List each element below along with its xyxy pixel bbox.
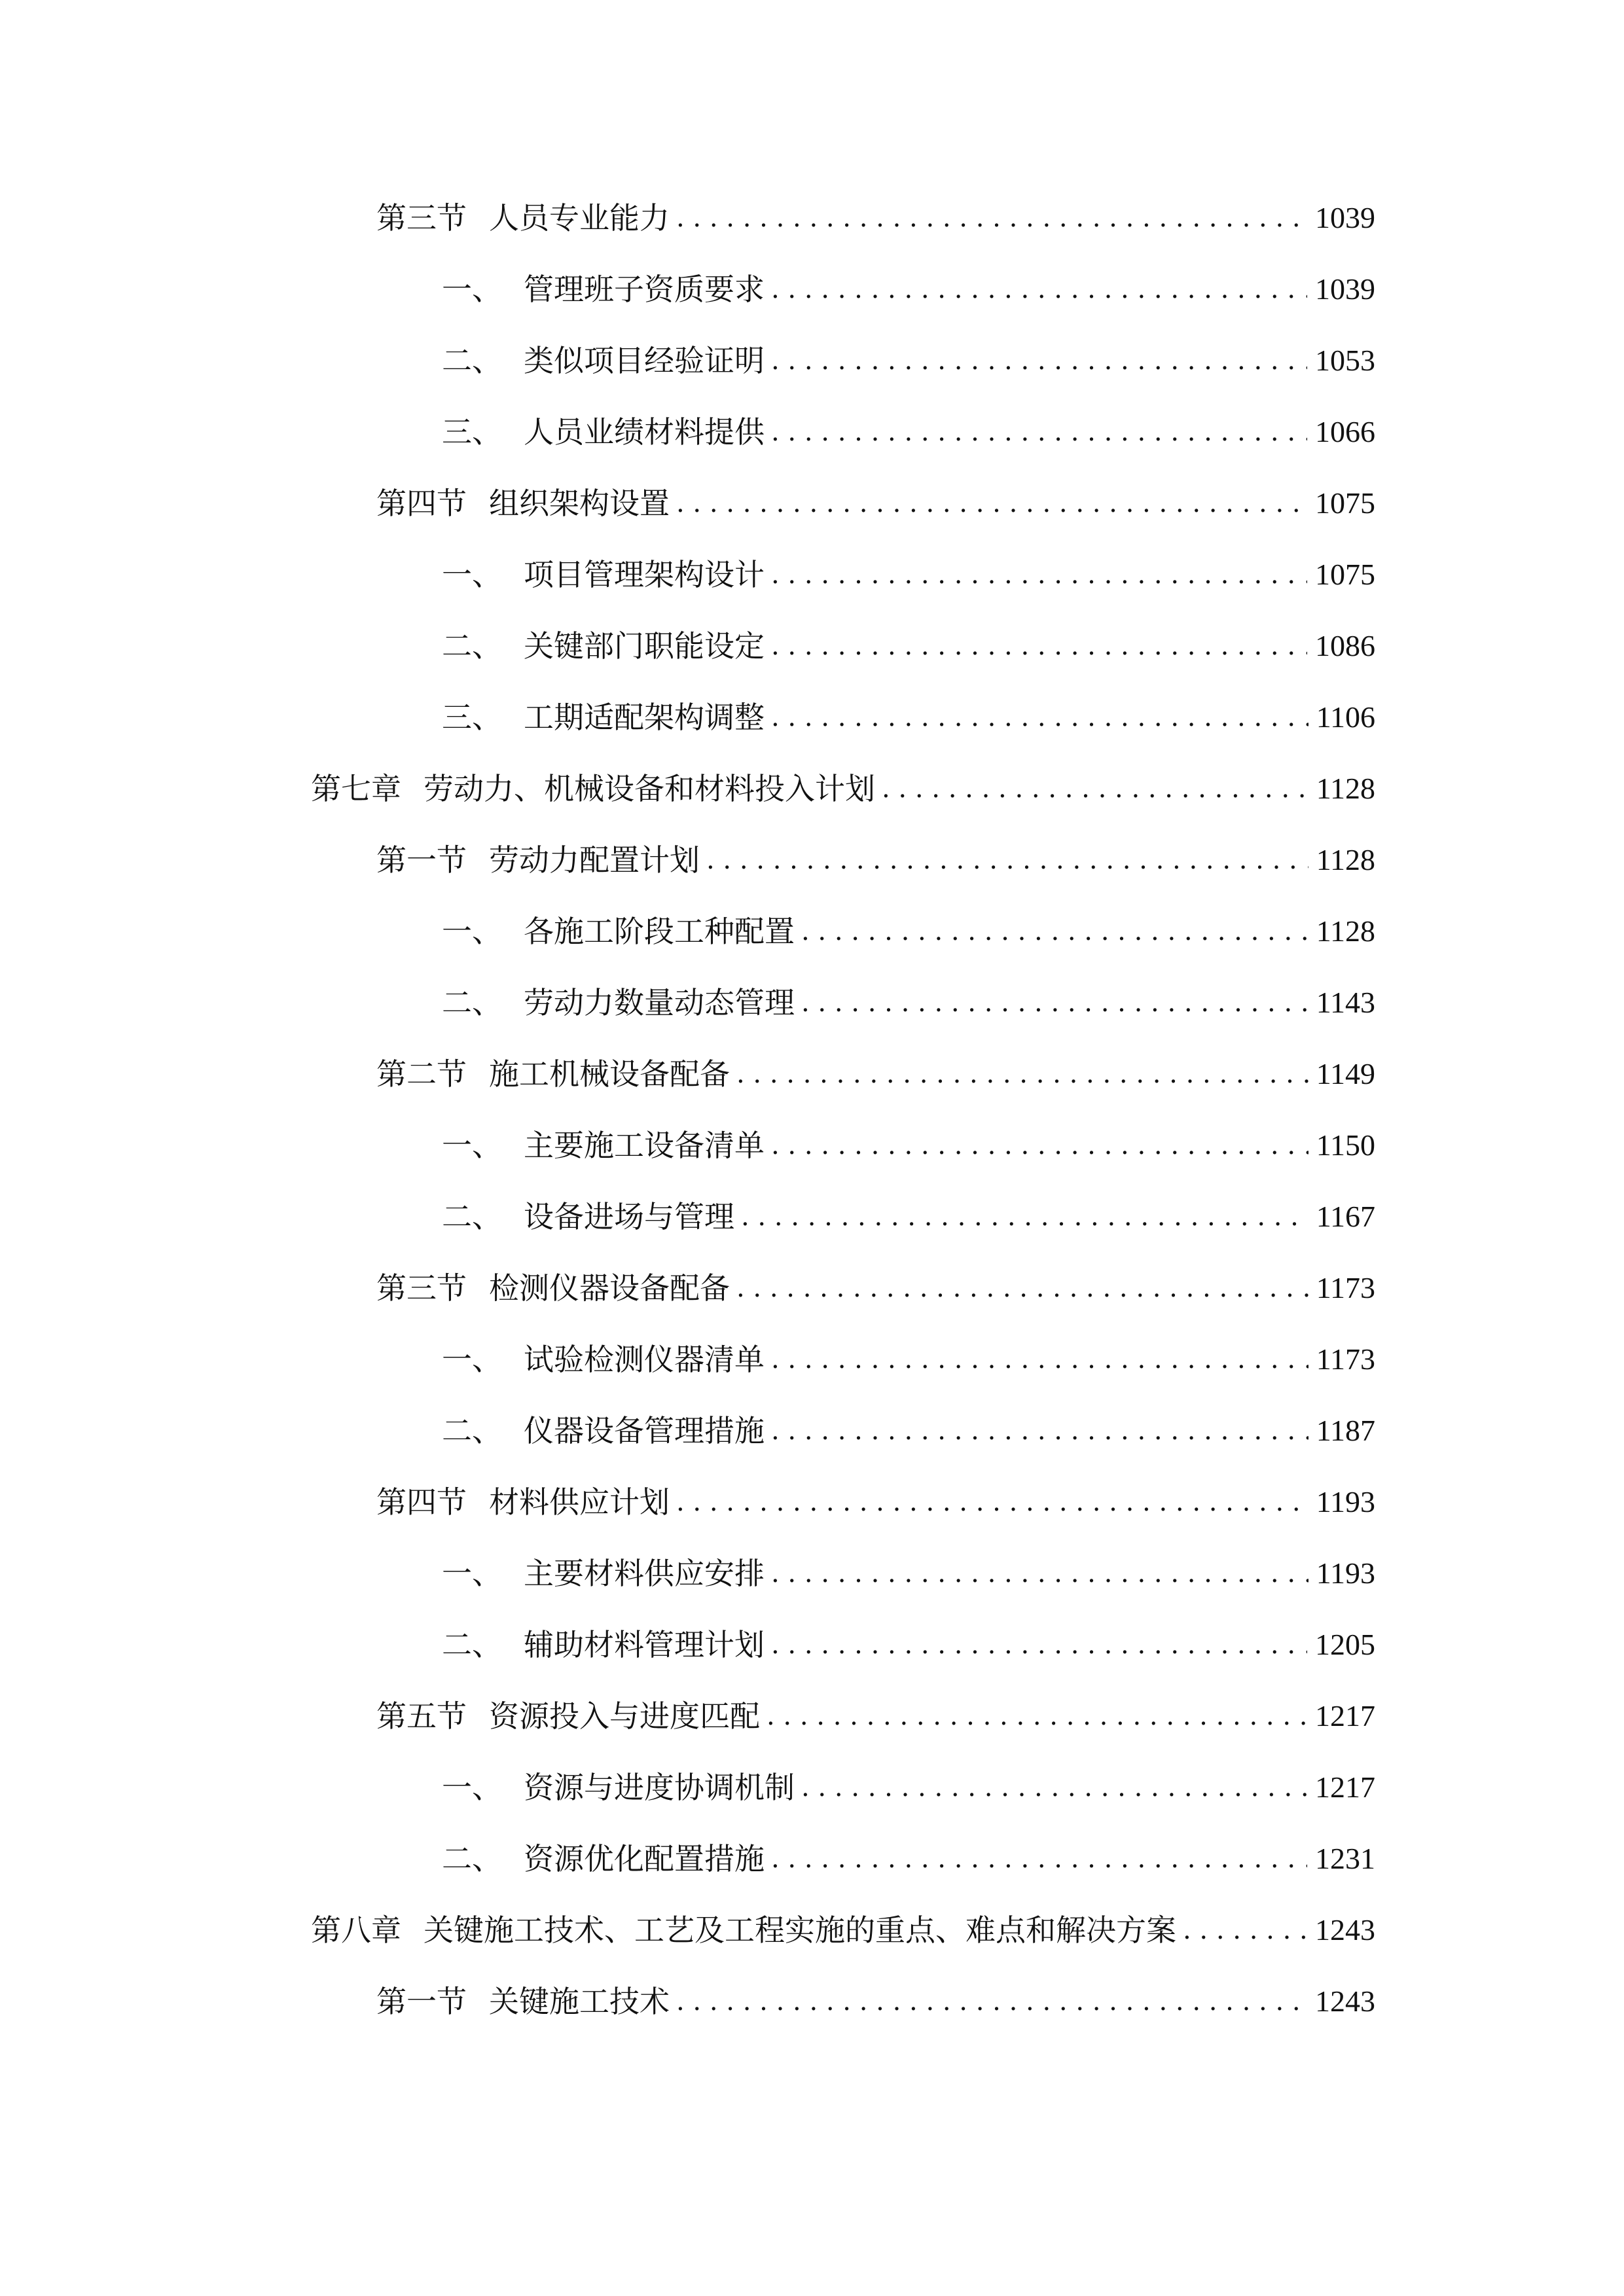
page-number: 1075 (1315, 558, 1375, 591)
entry-title: 材料供应计划 (489, 1484, 670, 1520)
toc-entry-chapter[interactable] (311, 1907, 1375, 1953)
entry-label (442, 1622, 765, 1668)
entry-title: 辅助材料管理计划 (524, 1627, 765, 1662)
dot-leader (801, 1765, 1307, 1810)
entry-number: 二、 (442, 985, 502, 1020)
page-number: 1039 (1315, 272, 1375, 306)
entry-number: 一、 (442, 1770, 502, 1805)
dot-leader (771, 694, 1308, 740)
page-number: 1193 (1316, 1485, 1375, 1518)
entry-label (376, 1693, 760, 1739)
page-number: 1217 (1315, 1699, 1375, 1732)
entry-label (311, 1907, 1176, 1953)
entry-number: 二、 (442, 628, 502, 664)
page-number: 1167 (1316, 1200, 1375, 1233)
entry-title: 检测仪器设备配备 (489, 1270, 730, 1306)
dot-leader (771, 1336, 1308, 1382)
toc-entry-section[interactable] (376, 1693, 1375, 1739)
page-number: 1149 (1316, 1057, 1375, 1090)
toc-entry-item[interactable] (442, 1408, 1375, 1454)
toc-entry-item[interactable] (442, 1836, 1375, 1882)
dot-leader (736, 1051, 1308, 1097)
entry-label (442, 623, 765, 669)
entry-number: 第八章 (311, 1912, 401, 1948)
dot-leader (801, 908, 1308, 954)
page-number: 1150 (1316, 1128, 1375, 1162)
dot-leader (771, 1408, 1308, 1454)
dot-leader (771, 1122, 1308, 1168)
entry-label (442, 908, 795, 954)
toc-entry-section[interactable] (376, 1265, 1375, 1311)
page-number: 1173 (1316, 1271, 1375, 1304)
dot-leader (771, 1836, 1307, 1882)
dot-leader (676, 480, 1307, 526)
entry-number: 二、 (442, 1627, 502, 1662)
entry-label (442, 980, 795, 1026)
dot-leader (771, 338, 1307, 384)
toc-entry-item[interactable] (442, 1622, 1375, 1668)
entry-label (376, 1265, 730, 1311)
page-number: 1193 (1316, 1556, 1375, 1590)
page-number: 1075 (1315, 486, 1375, 520)
toc-entry-item[interactable] (442, 1765, 1375, 1810)
entry-label (376, 480, 670, 526)
entry-title: 劳动力配置计划 (489, 842, 700, 878)
page-number: 1243 (1315, 1913, 1375, 1946)
toc-entry-item[interactable] (442, 1194, 1375, 1240)
dot-leader (882, 766, 1308, 812)
page-number: 1205 (1315, 1628, 1375, 1661)
page-number: 1128 (1316, 772, 1375, 805)
toc-entry-item[interactable] (442, 1122, 1375, 1168)
dot-leader (676, 1979, 1307, 2024)
page-number: 1243 (1315, 1984, 1375, 2018)
toc-entry-item[interactable] (442, 908, 1375, 954)
toc-entry-item[interactable] (442, 552, 1375, 598)
entry-label (442, 1836, 765, 1882)
entry-number: 一、 (442, 557, 502, 592)
entry-label (376, 837, 700, 883)
entry-number: 三、 (442, 700, 502, 735)
entry-title: 工期适配架构调整 (524, 700, 765, 735)
entry-title: 资源投入与进度匹配 (489, 1698, 760, 1734)
page-number: 1039 (1315, 201, 1375, 234)
toc-entry-section[interactable] (376, 1051, 1375, 1097)
entry-label (442, 1551, 765, 1596)
entry-title: 人员专业能力 (489, 200, 670, 236)
entry-number: 第二节 (376, 1056, 467, 1092)
entry-number: 第四节 (376, 486, 467, 521)
page-number: 1231 (1315, 1842, 1375, 1875)
page-number: 1086 (1315, 629, 1375, 662)
entry-number: 第四节 (376, 1484, 467, 1520)
page-number: 1053 (1315, 344, 1375, 377)
entry-number: 二、 (442, 1841, 502, 1876)
dot-leader (771, 552, 1307, 598)
toc-entry-item[interactable] (442, 980, 1375, 1026)
dot-leader (676, 195, 1307, 241)
toc-entry-item[interactable] (442, 694, 1375, 740)
toc-entry-item[interactable] (442, 338, 1375, 384)
entry-label (442, 338, 765, 384)
page-number: 1066 (1315, 415, 1375, 448)
entry-title: 设备进场与管理 (524, 1199, 734, 1234)
entry-title: 资源与进度协调机制 (524, 1770, 795, 1805)
toc-entry-section[interactable] (376, 1479, 1375, 1525)
dot-leader (767, 1693, 1307, 1739)
dot-leader (771, 266, 1307, 312)
entry-title: 主要材料供应安排 (524, 1556, 765, 1591)
entry-title: 施工机械设备配备 (489, 1056, 730, 1092)
dot-leader (736, 1265, 1308, 1311)
dot-leader (771, 1551, 1308, 1596)
toc-entry-item[interactable] (442, 409, 1375, 455)
page-number: 1128 (1316, 914, 1375, 948)
entry-title: 资源优化配置措施 (524, 1841, 765, 1876)
entry-label (442, 694, 765, 740)
dot-leader (771, 1622, 1307, 1668)
entry-number: 第五节 (376, 1698, 467, 1734)
entry-label (376, 1479, 670, 1525)
toc-entry-item[interactable] (442, 1336, 1375, 1382)
entry-number: 二、 (442, 1199, 502, 1234)
toc-entry-item[interactable] (442, 623, 1375, 669)
entry-title: 主要施工设备清单 (524, 1128, 765, 1163)
entry-title: 组织架构设置 (489, 486, 670, 521)
entry-label (442, 266, 765, 312)
page-number: 1173 (1316, 1342, 1375, 1376)
toc-entry-item[interactable] (442, 266, 1375, 312)
entry-label (442, 1408, 765, 1454)
entry-number: 二、 (442, 1413, 502, 1448)
entry-label (442, 1122, 765, 1168)
page-number: 1143 (1316, 986, 1375, 1019)
entry-number: 第一节 (376, 842, 467, 878)
entry-title: 仪器设备管理措施 (524, 1413, 765, 1448)
entry-title: 劳动力、机械设备和材料投入计划 (424, 771, 875, 806)
dot-leader (676, 1479, 1308, 1525)
entry-title: 管理班子资质要求 (524, 272, 765, 307)
entry-title: 类似项目经验证明 (524, 343, 765, 378)
entry-label (376, 1979, 670, 2024)
page-number: 1106 (1316, 700, 1375, 734)
entry-number: 第一节 (376, 1984, 467, 2019)
dot-leader (801, 980, 1308, 1026)
entry-title: 劳动力数量动态管理 (524, 985, 795, 1020)
dot-leader (741, 1194, 1308, 1240)
entry-title: 项目管理架构设计 (524, 557, 765, 592)
entry-label (442, 1194, 734, 1240)
entry-number: 一、 (442, 1128, 502, 1163)
toc-entry-section[interactable] (376, 1979, 1375, 2024)
entry-title: 人员业绩材料提供 (524, 414, 765, 450)
entry-title: 关键施工技术 (489, 1984, 670, 2019)
toc-entry-section[interactable] (376, 195, 1375, 241)
entry-label (376, 1051, 730, 1097)
entry-label (442, 1336, 765, 1382)
entry-label (376, 195, 670, 241)
entry-label (442, 552, 765, 598)
entry-title: 各施工阶段工种配置 (524, 914, 795, 949)
dot-leader (1183, 1907, 1307, 1953)
toc-entry-section[interactable] (376, 837, 1375, 883)
entry-number: 第三节 (376, 200, 467, 236)
toc-entry-section[interactable] (376, 480, 1375, 526)
entry-number: 二、 (442, 343, 502, 378)
entry-title: 试验检测仪器清单 (524, 1342, 765, 1377)
toc-entry-chapter[interactable] (311, 766, 1375, 812)
dot-leader (771, 623, 1307, 669)
page-number: 1217 (1315, 1770, 1375, 1804)
entry-number: 一、 (442, 272, 502, 307)
toc-entry-item[interactable] (442, 1551, 1375, 1596)
entry-number: 一、 (442, 1342, 502, 1377)
dot-leader (771, 409, 1307, 455)
entry-number: 三、 (442, 414, 502, 450)
page-number: 1128 (1316, 843, 1375, 876)
entry-title: 关键部门职能设定 (524, 628, 765, 664)
entry-number: 一、 (442, 1556, 502, 1591)
entry-label (442, 409, 765, 455)
dot-leader (706, 837, 1308, 883)
entry-label (311, 766, 875, 812)
entry-number: 一、 (442, 914, 502, 949)
entry-label (442, 1765, 795, 1810)
page-number: 1187 (1316, 1414, 1375, 1447)
entry-number: 第七章 (311, 771, 401, 806)
entry-title: 关键施工技术、工艺及工程实施的重点、难点和解决方案 (424, 1912, 1176, 1948)
entry-number: 第三节 (376, 1270, 467, 1306)
